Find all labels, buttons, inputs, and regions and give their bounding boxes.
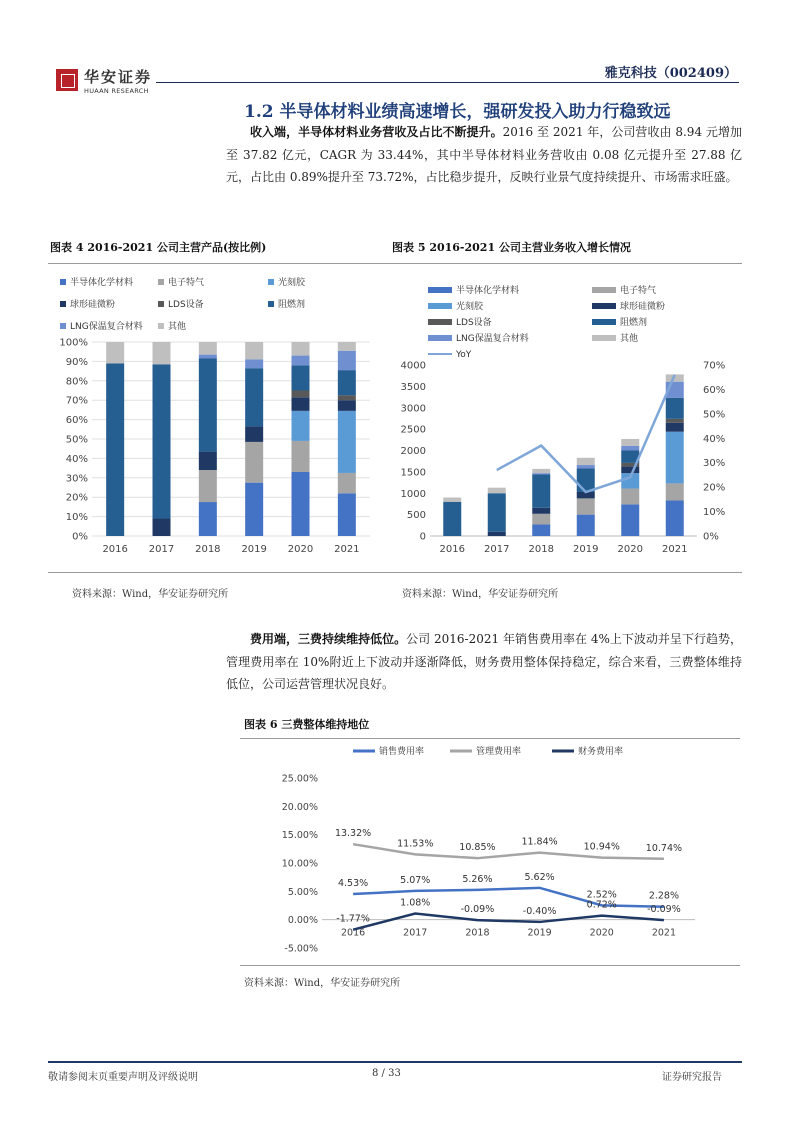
bar-segment: [666, 398, 684, 419]
bar-segment: [292, 411, 310, 441]
header-divider: [156, 82, 739, 83]
bar-segment: [106, 342, 124, 363]
chart-fig4: [48, 265, 378, 570]
bar-segment: [621, 439, 639, 446]
x-tick-label: 2018: [528, 544, 554, 555]
data-label: -0.40%: [522, 905, 557, 917]
bar-segment: [488, 532, 506, 536]
figure-4-title: 图表 4 2016-2021 公司主营产品(按比例): [50, 241, 267, 254]
x-tick-label: 2018: [195, 544, 221, 555]
x-tick-label: 2016: [439, 544, 465, 555]
legend-swatch: [592, 287, 616, 293]
data-label: 4.53%: [337, 877, 369, 889]
x-tick-label: 2020: [589, 927, 614, 939]
data-label: 11.84%: [521, 836, 558, 848]
figure-5-title: 图表 5 2016-2021 公司主营业务收入增长情况: [392, 241, 631, 254]
paragraph-revenue-lead: 收入端，半导体材料业务营收及占比不断提升。: [250, 125, 503, 139]
legend-label: 其他: [168, 322, 187, 332]
y2-tick-label: 70%: [703, 360, 726, 372]
x-tick-label: 2020: [617, 544, 643, 555]
data-label: -0.09%: [460, 904, 495, 916]
data-label: 2.52%: [586, 889, 617, 901]
bar-segment: [199, 452, 217, 470]
data-label: 5.62%: [524, 871, 555, 883]
bar-segment: [621, 466, 639, 473]
data-label: 10.94%: [583, 841, 620, 853]
y-tick-label: 0%: [72, 531, 88, 543]
x-tick-label: 2018: [465, 927, 490, 939]
bar-segment: [532, 469, 550, 473]
y2-tick-label: 30%: [703, 458, 726, 470]
y2-tick-label: 10%: [703, 507, 726, 519]
bar-segment: [338, 395, 356, 400]
y-tick-label: -5.00%: [284, 943, 318, 955]
y-tick-label: 90%: [65, 356, 88, 368]
footer-page-number: 8 / 33: [372, 1068, 401, 1079]
legend-label: LDS设备: [168, 300, 204, 310]
x-tick-label: 2016: [340, 927, 366, 939]
bar-segment: [292, 472, 310, 536]
bar-segment: [666, 501, 684, 536]
bar-segment: [577, 515, 595, 536]
legend-label: 管理费用率: [476, 747, 522, 757]
legend-swatch: [428, 335, 452, 341]
data-label: 10.74%: [645, 842, 683, 854]
data-label: -0.09%: [647, 904, 681, 916]
legend-label: 半导体化学材料: [70, 278, 134, 288]
legend-label: 其他: [620, 334, 639, 344]
legend-label: 阻燃剂: [620, 318, 648, 328]
section-title: 1.2 半导体材料业绩高速增长，强研发投入助力行稳致远: [244, 102, 671, 122]
y-tick-label: 15.00%: [281, 830, 318, 842]
y-tick-label: 5.00%: [287, 886, 318, 898]
bar-segment: [245, 342, 263, 359]
y-tick-label: 3000: [400, 403, 426, 415]
legend-label: 销售费用率: [379, 747, 425, 757]
legend-label: 财务费用率: [578, 747, 624, 757]
y-tick-label: 2000: [400, 446, 426, 457]
legend-swatch: [428, 287, 452, 293]
bar-segment: [338, 370, 356, 395]
legend-swatch: [268, 279, 274, 285]
bar-segment: [292, 397, 310, 411]
legend-label: YoY: [456, 350, 472, 360]
x-tick-label: 2017: [403, 927, 428, 939]
bar-segment: [666, 432, 684, 484]
y-tick-label: 3500: [400, 381, 426, 393]
paragraph-revenue: [226, 121, 742, 189]
figure-4-source: 资料来源：Wind，华安证券研究所: [72, 589, 229, 600]
y2-tick-label: 50%: [703, 409, 726, 421]
bar-segment: [199, 502, 217, 536]
paragraph-expense: [226, 628, 742, 696]
y-tick-label: 2500: [400, 424, 426, 436]
y2-tick-label: 40%: [703, 433, 726, 445]
bar-segment: [577, 458, 595, 465]
bar-segment: [292, 365, 310, 390]
bar-segment: [199, 358, 217, 451]
bar-segment: [666, 483, 684, 500]
bar-segment: [292, 391, 310, 398]
bar-segment: [338, 351, 356, 370]
logo-subtext: HUAAN RESEARCH: [84, 87, 149, 95]
legend-swatch: [158, 323, 164, 329]
legend-swatch: [592, 303, 616, 309]
bar-segment: [488, 493, 506, 531]
bar-segment: [532, 508, 550, 514]
legend-swatch: [158, 279, 164, 285]
footer-disclaimer: 敬请参阅末页重要声明及评级说明: [48, 1072, 198, 1083]
bar-segment: [338, 400, 356, 411]
data-label: 10.85%: [459, 842, 496, 854]
data-label: 1.08%: [400, 897, 431, 909]
bar-segment: [199, 342, 217, 355]
bar-segment: [338, 342, 356, 351]
bar-segment: [577, 468, 595, 492]
paragraph-expense-lead: 费用端，三费持续维持低位。: [250, 632, 407, 646]
bar-segment: [153, 342, 171, 364]
y-tick-label: 20%: [65, 492, 88, 504]
x-tick-label: 2021: [662, 544, 688, 555]
y-tick-label: 0.00%: [287, 915, 318, 927]
data-label: 13.32%: [334, 828, 372, 840]
x-tick-label: 2016: [102, 544, 128, 555]
footer-report-type: 证券研究报告: [662, 1072, 722, 1083]
paragraph-revenue-body: 2016 至 2021 年，公司营收由 8.94 元增加至 37.82 亿元，CAGR 为 33.44%，其中半导体材料业务营收由 0.08 亿元提升至 27.88 亿元，占比由 0.89%提升至 73.72%，占比稳步提升，反映行业景气度持续提升、市场需求旺盛。: [226, 125, 742, 184]
y-tick-label: 10.00%: [281, 858, 318, 870]
data-label: 2.28%: [648, 890, 680, 902]
data-label: 0.72%: [586, 899, 617, 911]
bar-segment: [245, 359, 263, 368]
logo-text: 华安证券: [84, 68, 153, 86]
legend-label: 光刻胶: [456, 302, 484, 312]
y-tick-label: 0: [419, 531, 426, 543]
legend-swatch: [592, 335, 616, 341]
legend-swatch: [428, 303, 452, 309]
legend-label: 半导体化学材料: [456, 286, 520, 296]
y-tick-label: 4000: [400, 360, 426, 372]
bar-segment: [532, 473, 550, 474]
figure-6-bottom-rule: [240, 965, 740, 966]
x-tick-label: 2017: [148, 544, 175, 555]
x-tick-label: 2020: [287, 544, 314, 555]
legend-swatch: [60, 323, 66, 329]
footer-divider: [48, 1061, 742, 1063]
legend-swatch: [592, 319, 616, 325]
bar-segment: [621, 446, 639, 451]
y-tick-label: 40%: [65, 453, 88, 465]
y-tick-label: 100%: [59, 337, 88, 349]
legend-swatch: [60, 279, 66, 285]
bar-segment: [443, 498, 461, 502]
paragraph-expense-body: 公司 2016-2021 年销售费用率在 4%上下波动并呈下行趋势，管理费用率在 10%附近上下波动并逐渐降低，财务费用整体保持稳定，综合来看，三费整体维持低位，公司运营管理状况良好。: [226, 632, 742, 691]
legend-label: 光刻胶: [278, 278, 306, 288]
y-tick-label: 25.00%: [281, 773, 318, 785]
data-label: 5.07%: [400, 874, 431, 886]
y-tick-label: 1500: [400, 467, 426, 479]
figure-5-source: 资料来源：Wind，华安证券研究所: [402, 589, 559, 600]
y-tick-label: 1000: [400, 488, 426, 500]
y-tick-label: 500: [406, 510, 426, 522]
y-tick-label: 10%: [65, 512, 88, 524]
legend-label: 电子特气: [620, 286, 657, 296]
bar-segment: [245, 442, 263, 483]
figure-top-rule: [48, 263, 742, 264]
bar-segment: [245, 426, 263, 442]
legend-label: 球形硅微粉: [620, 302, 666, 312]
legend-label: LNG保温复合材料: [70, 322, 143, 332]
bar-segment: [532, 524, 550, 536]
bar-segment: [245, 368, 263, 426]
y2-tick-label: 60%: [703, 384, 726, 396]
x-tick-label: 2019: [573, 544, 599, 555]
y2-tick-label: 20%: [703, 482, 726, 494]
figure-bottom-rule: [48, 572, 742, 573]
legend-label: 电子特气: [168, 278, 205, 288]
y-tick-label: 30%: [65, 473, 88, 485]
bar-segment: [199, 355, 217, 359]
legend-label: LNG保温复合材料: [456, 334, 529, 344]
bar-segment: [106, 363, 124, 536]
chart-fig6: [240, 740, 740, 962]
data-label: 11.53%: [397, 838, 434, 850]
bar-segment: [621, 504, 639, 536]
y-tick-label: 60%: [65, 415, 88, 427]
chart-fig5: [392, 265, 742, 570]
bar-segment: [292, 342, 310, 356]
bar-segment: [666, 423, 684, 432]
y-tick-label: 50%: [65, 434, 88, 446]
legend-label: 球形硅微粉: [70, 300, 116, 310]
bar-segment: [532, 474, 550, 507]
bar-segment: [153, 519, 171, 536]
figure-6-top-rule: [240, 738, 740, 739]
bar-segment: [292, 356, 310, 366]
x-tick-label: 2021: [334, 544, 360, 555]
bar-segment: [488, 488, 506, 494]
legend-swatch: [268, 301, 274, 307]
bar-segment: [443, 502, 461, 536]
legend-label: LDS设备: [456, 318, 492, 328]
bar-segment: [666, 419, 684, 423]
x-tick-label: 2019: [527, 927, 552, 939]
x-tick-label: 2019: [241, 544, 267, 555]
y-tick-label: 20.00%: [281, 801, 318, 813]
bar-segment: [245, 483, 263, 536]
data-label: 5.26%: [462, 873, 493, 885]
logo-icon: [56, 69, 78, 91]
y-tick-label: 80%: [65, 376, 88, 388]
x-tick-label: 2017: [484, 544, 510, 555]
bar-segment: [292, 441, 310, 472]
bar-segment: [577, 498, 595, 514]
bar-segment: [621, 489, 639, 505]
legend-swatch: [60, 301, 66, 307]
data-label: -1.77%: [336, 913, 370, 925]
bar-segment: [338, 493, 356, 536]
legend-swatch: [158, 301, 164, 307]
figure-6-title: 图表 6 三费整体维持地位: [244, 718, 370, 731]
legend-swatch: [428, 319, 452, 325]
bar-segment: [577, 465, 595, 468]
x-tick-label: 2021: [651, 927, 677, 939]
company-title: 雅克科技（002409）: [604, 66, 737, 81]
bar-segment: [153, 364, 171, 518]
bar-segment: [532, 514, 550, 525]
y2-tick-label: 0%: [703, 531, 719, 543]
y-tick-label: 70%: [65, 395, 88, 407]
bar-segment: [338, 411, 356, 473]
series-line: [353, 914, 664, 930]
figure-6-source: 资料来源：Wind，华安证券研究所: [244, 978, 401, 989]
bar-segment: [338, 473, 356, 493]
legend-label: 阻燃剂: [278, 300, 306, 310]
bar-segment: [199, 470, 217, 502]
